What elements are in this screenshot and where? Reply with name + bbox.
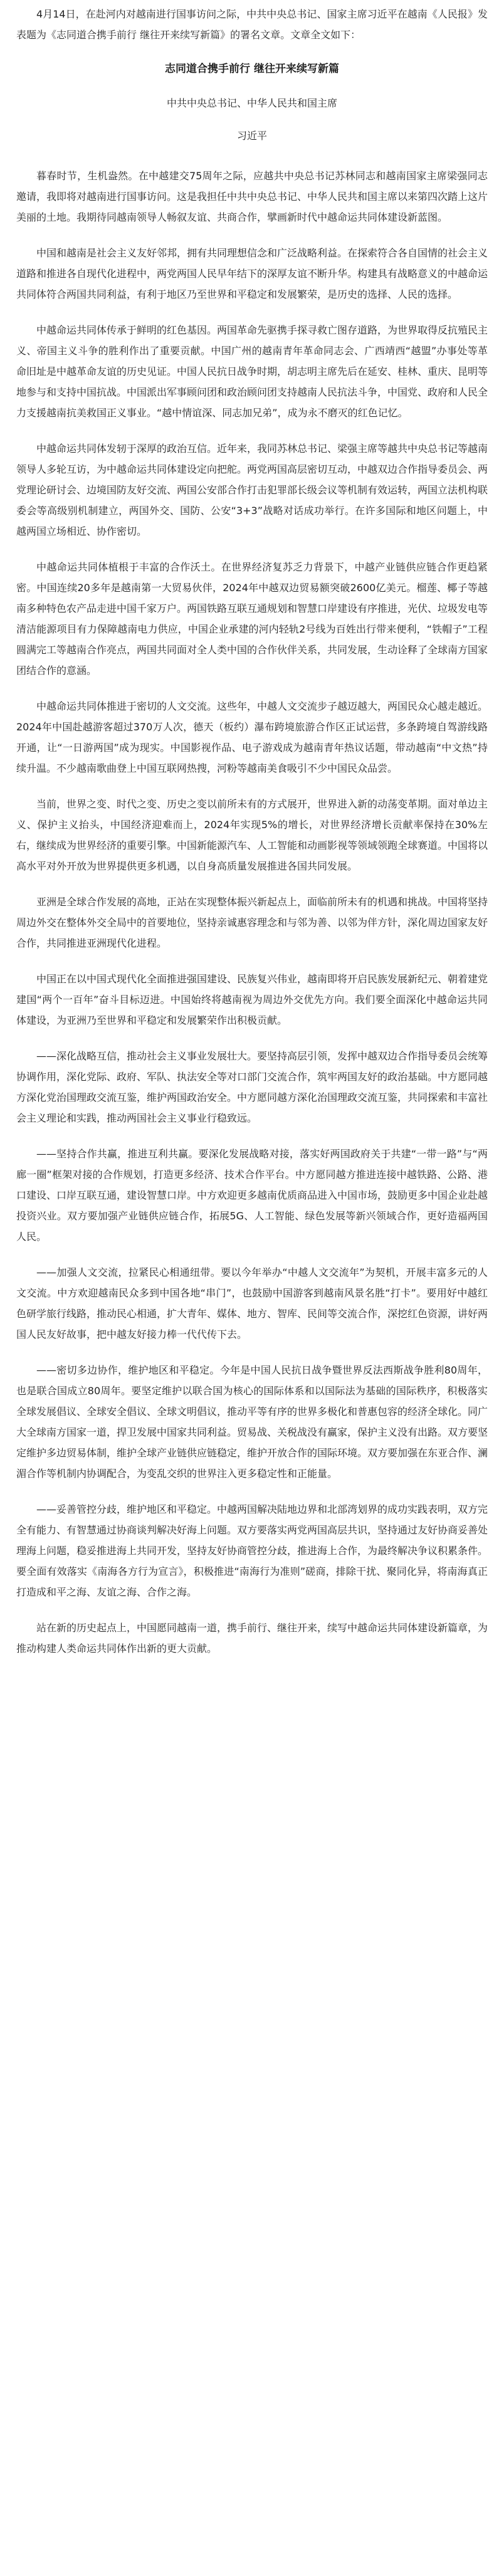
author-name: 习近平 [236,130,267,142]
intro-paragraph: 4月14日，在赴河内对越南进行国事访问之际，中共中央总书记、国家主席习近平在越南《人民报》发表题为《志同道合携手前行 继往开来续写新篇》的署名文章。文章全文如下： [16,8,488,41]
body-paragraph: 中越命运共同体传承于鲜明的红色基因。两国革命先驱携手探寻救亡图存道路，为世界取得反抗殖民主义、帝国主义斗争的胜利作出了重要贡献。中国广州的越南青年革命同志会、广西靖西“越盟”办事处等革命旧址是中越革命友谊的历史见证。中国人民抗日战争时期，胡志明主席先后在延安、桂林、重庆、昆明等地参与和支持中国抗战。中国派出军事顾问团和政治顾问团支持越南人民抗法斗争，中国党、政府和人民全力支援越南抗美救国正义事业。“越中情谊深、同志加兄弟”，成为永不磨灭的红色记忆。 [16,324,488,419]
body-paragraph: 中国和越南是社会主义友好邻邦，拥有共同理想信念和广泛战略利益。在探索符合各自国情的社会主义道路和推进各自现代化进程中，两党两国人民早年结下的深厚友谊不断升华。构建具有战略意义的中越命运共同体符合两国共同利益，有利于地区乃至世界和平稳定和发展繁荣，是历史的选择、人民的选择。 [16,247,488,300]
body-paragraph: ——加强人文交流，拉紧民心相通纽带。要以今年举办“中越人文交流年”为契机，开展丰富多元的人文交流。中方欢迎越南民众多到中国各地“串门”，也鼓励中国游客到越南风景名胜“打卡”。要用好中越红色研学旅行线路，推动民心相通，扩大青年、媒体、地方、智库、民间等交流合作，深挖红色资源，讲好两国人民友好故事，把中越友好接力棒一代代传下去。 [16,1266,488,1340]
author-title: 中共中央总书记、中华人民共和国主席 [166,97,337,109]
body-paragraph: ——深化战略互信，推动社会主义事业发展壮大。要坚持高层引领，发挥中越双边合作指导委员会统筹协调作用，深化党际、政府、军队、执法安全等对口部门交流合作，筑牢两国友好的政治基础。中方愿同越方深化党治国理政交流互鉴，维护两国政治安全。中方愿同越方深化治国理政交流互鉴，共同探索和丰富社会主义理论和实践，推动两国社会主义事业行稳致远。 [16,1050,488,1124]
body-paragraph: 中越命运共同体发轫于深厚的政治互信。近年来，我同苏林总书记、梁强主席等越共中央总书记等越南领导人多轮互访，为中越命运共同体建设定向把舵。两党两国高层密切互动，中越双边合作指导委员会、两党理论研讨会、边境国防友好交流、两国公安部合作打击犯罪部长级会议等机制有效运转，两国立法机构联委会等高级别机制建立，两国外交、国防、公安“3+3”战略对话成功举行。在许多国际和地区问题上，中越两国立场相近、协作密切。 [16,443,488,537]
body-paragraph: 中越命运共同体推进于密切的人文交流。这些年，中越人文交流步子越迈越大，两国民众心越走越近。2024年中国赴越游客超过370万人次，德天（板约）瀑布跨境旅游合作区正试运营，多条跨境自驾游线路开通，让“一日游两国”成为现实。中国影视作品、电子游戏成为越南青年热议话题，带动越南“中文热”持续升温。不少越南歌曲登上中国互联网热搜，河粉等越南美食吸引不少中国民众品尝。 [16,700,488,774]
closing-paragraph: 站在新的历史起点上，中国愿同越南一道，携手前行、继往开来，续写中越命运共同体建设新篇章，为推动构建人类命运共同体作出新的更大贡献。 [16,1622,488,1654]
body-paragraph: 中国正在以中国式现代化全面推进强国建设、民族复兴伟业，越南即将开启民族发展新纪元、朝着建党建国“两个一百年”奋斗目标迈进。中国始终将越南视为周边外交优先方向。我们要全面深化中越命运共同体建设，为亚洲乃至世界和平稳定和发展繁荣作出积极贡献。 [16,973,488,1026]
body-paragraph: 中越命运共同体植根于丰富的合作沃土。在世界经济复苏乏力背景下，中越产业链供应链合作更趋紧密。中国连续20多年是越南第一大贸易伙伴，2024年中越双边贸易额突破2600亿美元。榴莲、椰子等越南多种特色农产品走进中国千家万户。两国铁路互联互通规划和智慧口岸建设有序推进，光伏、垃圾发电等清洁能源项目有力保障越南电力供应，中国企业承建的河内轻轨2号线为百姓出行带来便利，“铁帽子”工程圆满完工等越南合作亮点，两国共同面对全人类中国的合作伙伴关系，共同发展，生动诠释了全球南方国家团结合作的意涵。 [16,561,488,676]
body-paragraph: ——密切多边协作，维护地区和平稳定。今年是中国人民抗日战争暨世界反法西斯战争胜利80周年，也是联合国成立80周年。要坚定维护以联合国为核心的国际体系和以国际法为基础的国际秩序，积极落实全球发展倡议、全球安全倡议、全球文明倡议，推动平等有序的世界多极化和普惠包容的经济全球化。同广大全球南方国家一道，捍卫发展中国家共同利益。贸易战、关税战没有赢家，保护主义没有出路。双方要坚定维护多边贸易体制，维护全球产业链供应链稳定，维护开放合作的国际环境。双方要加强在东亚合作、澜湄合作等机制内协调配合，为变乱交织的世界注入更多稳定性和正能量。 [16,1364,488,1480]
body-paragraph: 当前，世界之变、时代之变、历史之变以前所未有的方式展开，世界进入新的动荡变革期。面对单边主义、保护主义抬头，中国经济迎难而上，2024年实现5%的增长，对世界经济增长贡献率保持在30%左右，继续成为世界经济的重要引擎。中国新能源汽车、人工智能和动画影视等领域领跑全球赛道。中国将以高水平对外开放为世界提供更多机遇，以自身高质量发展推进各国共同发展。 [16,798,488,872]
body-paragraph: ——妥善管控分歧，维护地区和平稳定。中越两国解决陆地边界和北部湾划界的成功实践表明，双方完全有能力、有智慧通过协商谈判解决好海上问题。双方要落实两党两国高层共识，坚持通过友好协商妥善处理海上问题，稳妥推进海上共同开发，坚持友好协商管控分歧，推进海上合作，为最终解决争议积累条件。要全面有效落实《南海各方行为宣言》，积极推进“南海行为准则”磋商，排除干扰、聚同化异，将南海真正打造成和平之海、友谊之海、合作之海。 [16,1503,488,1598]
article-headline: 志同道合携手前行 继往开来续写新篇 [165,63,339,75]
body-paragraph: 亚洲是全球合作发展的高地，正站在实现整体振兴新起点上，面临前所未有的机遇和挑战。中国将坚持周边外交在整体外交全局中的首要地位，坚持亲诚惠容理念和与邻为善、以邻为伴方针，深化周边国家友好合作，共同推进亚洲现代化进程。 [16,896,488,949]
body-paragraph: 暮春时节，生机盎然。在中越建交75周年之际，应越共中央总书记苏林同志和越南国家主席梁强同志邀请，我即将对越南进行国事访问。这是我担任中共中央总书记、中华人民共和国主席以来第四次踏上这片美丽的土地。我期待同越南领导人畅叙友谊、共商合作，擘画新时代中越命运共同体建设新蓝图。 [16,170,488,223]
body-paragraph: ——坚持合作共赢，推进互利共赢。要深化发展战略对接，落实好两国政府关于共建“一带一路”与“两廊一圈”框架对接的合作规划，打造更多经济、技术合作平台。中方愿同越方推进连接中越铁路、公路、港口建设、口岸互联互通，建设智慧口岸。中方欢迎更多越南优质商品进入中国市场，鼓励更多中国企业赴越投资兴业。双方要加强产业链供应链合作，拓展5G、人工智能、绿色发展等新兴领域合作，更好造福两国人民。 [16,1148,488,1243]
